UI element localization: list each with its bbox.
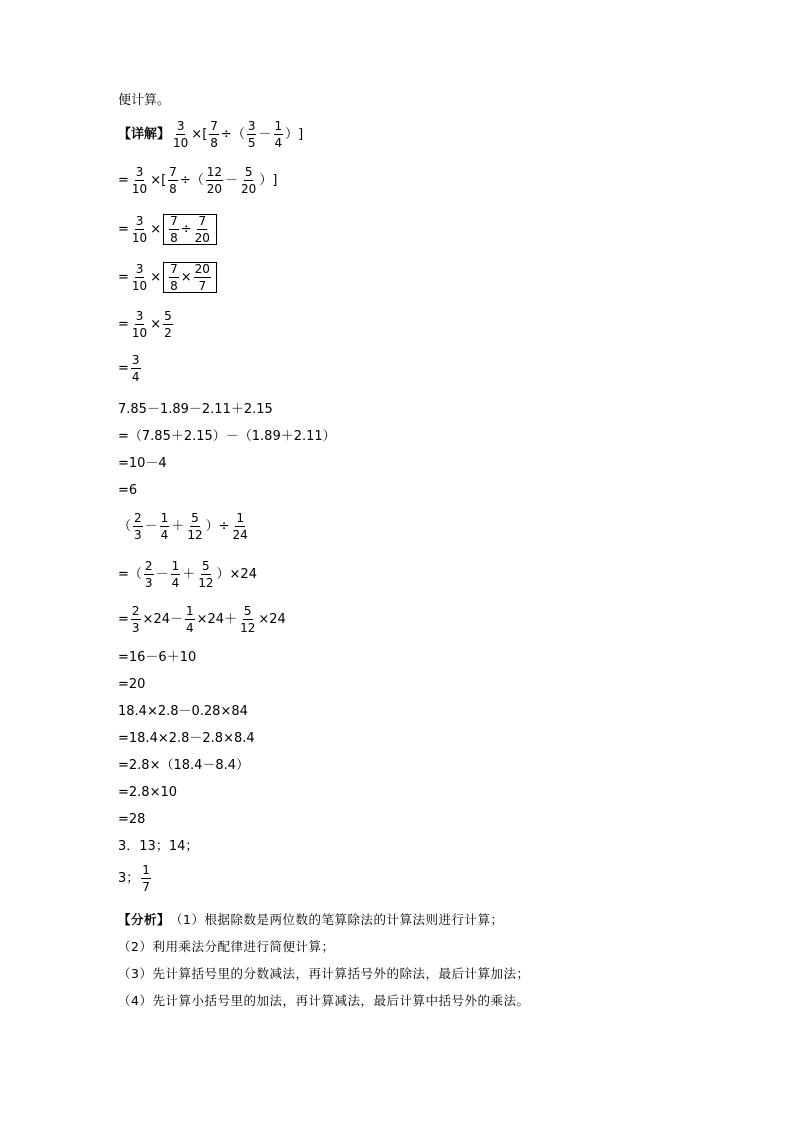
analysis-line-3: （3）先计算括号里的分数减法，再计算括号外的除法，最后计算加法； — [118, 966, 530, 981]
analysis-line-4: （4）先计算小括号里的加法，再计算减法，最后计算中括号外的乘法。 — [118, 993, 530, 1008]
analysis-line-1: 【分析】 （1）根据除数是两位数的笔算除法的计算法则进行计算； — [118, 912, 504, 927]
fraction: $\frac{5}{12}$ — [187, 511, 203, 542]
p2-line-3: =10－4 — [118, 456, 167, 471]
p2-line-1: 7.85－1.89－2.11＋2.15 — [118, 402, 273, 417]
p1-line-6: = $\frac{3}{4}$ — [118, 353, 140, 384]
fraction: $\frac{3}{5}$ — [247, 119, 256, 150]
p2-line-2: =（7.85＋2.15）－（1.89＋2.11） — [118, 429, 336, 444]
fraction: $\frac{3}{10}$ — [131, 165, 148, 196]
answer-line-2: 3； $\frac{1}{7}$ — [118, 863, 150, 894]
p1-line-2: = $\frac{3}{10}$ × [ $\frac{7}{8}$ ÷ （ $\frac{12}{20}$ － $\frac{5}{20}$ ） ] — [118, 165, 278, 196]
fraction: $\frac{3}{10}$ — [173, 119, 189, 150]
p1-line-4: = $\frac{3}{10}$ × $\frac{7}{8}$ × $\frac{20}{7}$ — [118, 262, 219, 293]
fraction: $\frac{2}{3}$ — [144, 559, 153, 590]
fraction: $\frac{2}{3}$ — [134, 511, 142, 542]
fraction: $\frac{5}{12}$ — [240, 604, 256, 635]
p4-line-3: =2.8×（18.4－8.4） — [118, 758, 250, 773]
fraction: $\frac{5}{2}$ — [164, 309, 172, 340]
fraction: $\frac{1}{4}$ — [186, 604, 194, 635]
fraction: $\frac{5}{12}$ — [198, 559, 214, 590]
p4-line-4: =2.8×10 — [118, 785, 178, 800]
p4-line-2: =18.4×2.8－2.8×8.4 — [118, 731, 255, 746]
square-bracket-group: $\frac{7}{8}$ × $\frac{20}{7}$ — [163, 262, 217, 293]
intro-text: 便计算。 — [118, 93, 171, 108]
fraction: $\frac{3}{10}$ — [131, 309, 148, 340]
p3-line-2: = （ $\frac{2}{3}$ － $\frac{1}{4}$ ＋ $\frac{5}{12}$ ） ×24 — [118, 559, 257, 590]
p3-line-4: =16－6＋10 — [118, 650, 197, 665]
detail-tag: 【详解】 — [118, 127, 171, 142]
p3-line-1: （ $\frac{2}{3}$ － $\frac{1}{4}$ ＋ $\frac{5}{12}$ ） ÷ $\frac{1}{24}$ — [118, 511, 248, 542]
answer-line-1: 3．13；14； — [118, 839, 199, 854]
fraction: $\frac{1}{4}$ — [171, 559, 180, 590]
fraction: $\frac{7}{8}$ — [169, 165, 177, 196]
p4-line-5: =28 — [118, 812, 146, 827]
fraction: $\frac{7}{8}$ — [210, 119, 218, 150]
p1-line-3: = $\frac{3}{10}$ × $\frac{7}{8}$ ÷ $\frac{7}{20}$ — [118, 214, 219, 245]
fraction: $\frac{1}{7}$ — [142, 863, 150, 894]
fraction: $\frac{20}{7}$ — [194, 262, 210, 293]
analysis-tag: 【分析】 — [118, 912, 171, 927]
fraction: $\frac{7}{20}$ — [194, 214, 210, 245]
fraction: $\frac{3}{10}$ — [131, 262, 148, 293]
p1-line-1: 【详解】 $\frac{3}{10}$ × [ $\frac{7}{8}$ ÷ （ $\frac{3}{5}$ － $\frac{1}{4}$ ） ] — [118, 119, 304, 150]
p4-line-1: 18.4×2.8－0.28×84 — [118, 704, 248, 719]
fraction: $\frac{3}{10}$ — [131, 214, 148, 245]
p1-line-5: = $\frac{3}{10}$ × $\frac{5}{2}$ — [118, 309, 172, 340]
fraction: $\frac{2}{3}$ — [131, 604, 140, 635]
fraction: $\frac{7}{8}$ — [170, 214, 178, 245]
fraction: $\frac{5}{20}$ — [241, 165, 257, 196]
fraction: $\frac{1}{4}$ — [160, 511, 169, 542]
p2-line-4: =6 — [118, 483, 138, 498]
fraction: $\frac{12}{20}$ — [206, 165, 223, 196]
square-bracket-group: $\frac{7}{8}$ ÷ $\frac{7}{20}$ — [163, 214, 217, 245]
p3-line-3: = $\frac{2}{3}$ ×24 － $\frac{1}{4}$ ×24 ＋ $\frac{5}{12}$ ×24 — [118, 604, 286, 635]
fraction: $\frac{3}{4}$ — [131, 353, 140, 384]
analysis-line-2: （2）利用乘法分配律进行简便计算； — [118, 939, 335, 954]
fraction: $\frac{1}{4}$ — [274, 119, 283, 150]
fraction: $\frac{7}{8}$ — [170, 262, 178, 293]
p3-line-5: =20 — [118, 677, 146, 692]
fraction: $\frac{1}{24}$ — [232, 511, 248, 542]
